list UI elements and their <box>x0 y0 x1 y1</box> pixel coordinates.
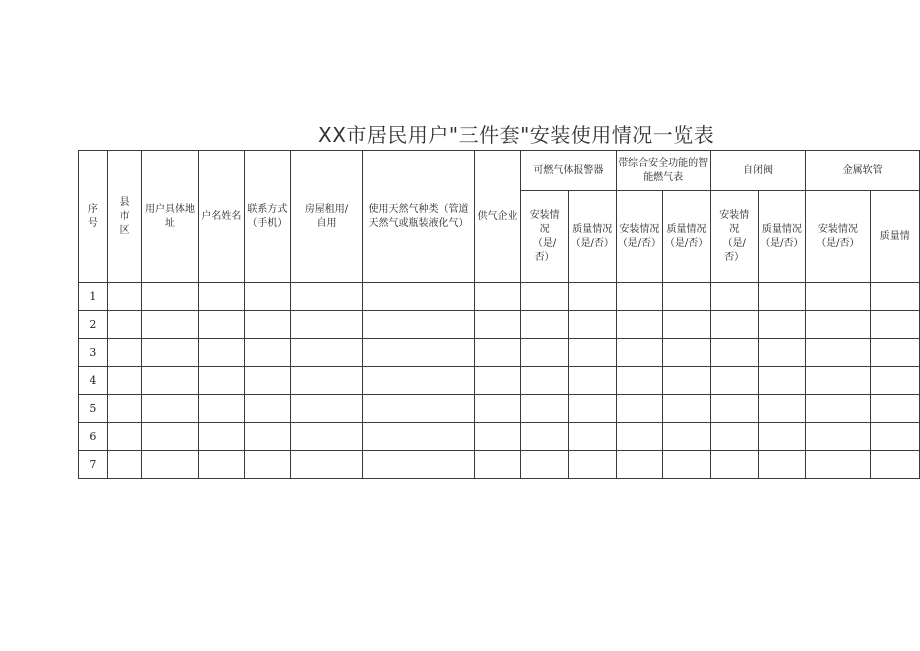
table-cell[interactable] <box>142 311 198 339</box>
table-cell[interactable] <box>663 423 711 451</box>
table-cell[interactable] <box>363 283 474 311</box>
table-cell[interactable] <box>363 423 474 451</box>
header-address: 用户具体地址 <box>142 151 198 283</box>
header-supplier: 供气企业 <box>474 151 520 283</box>
table-cell[interactable] <box>142 451 198 479</box>
header-quality-alarm: 质量情况（是/否） <box>568 191 616 283</box>
table-cell[interactable] <box>870 395 919 423</box>
header-contact: 联系方式（手机） <box>245 151 291 283</box>
table-cell[interactable] <box>107 367 142 395</box>
table-cell[interactable] <box>616 283 663 311</box>
header-valve: 自闭阀 <box>710 151 805 191</box>
table-cell[interactable] <box>758 339 806 367</box>
table-cell[interactable] <box>245 423 291 451</box>
table-cell[interactable] <box>107 395 142 423</box>
table-cell[interactable] <box>474 451 520 479</box>
table-cell[interactable] <box>568 423 616 451</box>
usage-table <box>78 150 920 479</box>
table-cell[interactable] <box>568 339 616 367</box>
table-cell[interactable] <box>521 451 569 479</box>
table-cell[interactable] <box>806 451 870 479</box>
table-cell[interactable] <box>710 395 758 423</box>
table-cell[interactable] <box>198 283 244 311</box>
table-cell[interactable] <box>663 367 711 395</box>
table-cell[interactable] <box>521 367 569 395</box>
table-cell[interactable] <box>806 339 870 367</box>
header-install-alarm: 安装情况（是/否） <box>521 191 569 283</box>
table-cell[interactable] <box>568 395 616 423</box>
table-cell[interactable] <box>107 423 142 451</box>
table-cell[interactable] <box>806 395 870 423</box>
table-cell[interactable] <box>870 451 919 479</box>
table-cell[interactable] <box>870 367 919 395</box>
table-cell[interactable] <box>616 451 663 479</box>
table-cell[interactable] <box>198 367 244 395</box>
table-cell[interactable] <box>290 367 363 395</box>
table-cell[interactable] <box>290 339 363 367</box>
header-quality-valve: 质量情况（是/否） <box>758 191 806 283</box>
table-row <box>79 311 920 339</box>
table-cell[interactable] <box>663 283 711 311</box>
table-cell[interactable] <box>568 283 616 311</box>
table-cell[interactable] <box>198 451 244 479</box>
table-cell[interactable] <box>245 367 291 395</box>
table-cell[interactable] <box>290 395 363 423</box>
table-cell[interactable] <box>107 339 142 367</box>
table-cell[interactable] <box>290 423 363 451</box>
row-number: 1 <box>79 283 108 311</box>
table-cell[interactable] <box>806 423 870 451</box>
table-cell[interactable] <box>568 367 616 395</box>
header-seq: 序号 <box>79 151 108 283</box>
table-cell[interactable] <box>142 339 198 367</box>
header-hose: 金属软管 <box>806 151 920 191</box>
table-cell[interactable] <box>758 311 806 339</box>
table-cell[interactable] <box>758 367 806 395</box>
row-number: 3 <box>79 339 108 367</box>
header-install-valve: 安装情况（是/否） <box>710 191 758 283</box>
table-cell[interactable] <box>474 311 520 339</box>
table-cell[interactable] <box>521 311 569 339</box>
table-cell[interactable] <box>290 311 363 339</box>
table-cell[interactable] <box>245 339 291 367</box>
header-gas-type: 使用天然气种类（管道天然气或瓶装液化气） <box>363 151 474 283</box>
header-meter: 带综合安全功能的智能燃气表 <box>616 151 710 191</box>
table-cell[interactable] <box>290 283 363 311</box>
table-cell[interactable] <box>758 423 806 451</box>
table-cell[interactable] <box>616 339 663 367</box>
row-number: 6 <box>79 423 108 451</box>
table-cell[interactable] <box>363 311 474 339</box>
table-cell[interactable] <box>107 283 142 311</box>
table-cell[interactable] <box>198 423 244 451</box>
table-cell[interactable] <box>107 451 142 479</box>
table-cell[interactable] <box>142 367 198 395</box>
table-cell[interactable] <box>521 283 569 311</box>
table-cell[interactable] <box>142 395 198 423</box>
row-number: 7 <box>79 451 108 479</box>
table-cell[interactable] <box>870 339 919 367</box>
table-cell[interactable] <box>710 423 758 451</box>
table-cell[interactable] <box>758 395 806 423</box>
table-cell[interactable] <box>198 395 244 423</box>
table-cell[interactable] <box>363 451 474 479</box>
row-number: 2 <box>79 311 108 339</box>
header-install-hose: 安装情况（是/否） <box>806 191 870 283</box>
table-cell[interactable] <box>806 367 870 395</box>
table-cell[interactable] <box>245 395 291 423</box>
table-cell[interactable] <box>363 395 474 423</box>
header-quality-meter: 质量情况（是/否） <box>663 191 711 283</box>
table-row <box>79 339 920 367</box>
table-cell[interactable] <box>710 339 758 367</box>
table-cell[interactable] <box>758 451 806 479</box>
table-cell[interactable] <box>806 311 870 339</box>
table-cell[interactable] <box>870 283 919 311</box>
table-cell[interactable] <box>198 339 244 367</box>
table-cell[interactable] <box>710 311 758 339</box>
table-cell[interactable] <box>474 395 520 423</box>
table-cell[interactable] <box>870 311 919 339</box>
table-cell[interactable] <box>870 423 919 451</box>
table-cell[interactable] <box>663 339 711 367</box>
table-cell[interactable] <box>245 283 291 311</box>
table-cell[interactable] <box>568 311 616 339</box>
table-cell[interactable] <box>142 283 198 311</box>
table-cell[interactable] <box>663 311 711 339</box>
header-housing: 房屋租用/自用 <box>290 151 363 283</box>
table-row <box>79 423 920 451</box>
table-cell[interactable] <box>107 311 142 339</box>
table-cell[interactable] <box>663 451 711 479</box>
row-number: 5 <box>79 395 108 423</box>
table-cell[interactable] <box>616 367 663 395</box>
table-cell[interactable] <box>142 423 198 451</box>
table-cell[interactable] <box>521 395 569 423</box>
header-install-meter: 安装情况（是/否） <box>616 191 663 283</box>
page-title: XX市居民用户"三件套"安装使用情况一览表 <box>318 123 715 147</box>
table-cell[interactable] <box>474 283 520 311</box>
table-cell[interactable] <box>758 283 806 311</box>
table-row <box>79 395 920 423</box>
table-cell[interactable] <box>710 283 758 311</box>
table-cell[interactable] <box>521 339 569 367</box>
header-name: 户名姓名 <box>198 151 244 283</box>
table-cell[interactable] <box>616 395 663 423</box>
table-row <box>79 451 920 479</box>
table-cell[interactable] <box>710 367 758 395</box>
table-cell[interactable] <box>568 451 616 479</box>
table-cell[interactable] <box>474 423 520 451</box>
table-cell[interactable] <box>245 451 291 479</box>
table-cell[interactable] <box>616 423 663 451</box>
table-cell[interactable] <box>710 451 758 479</box>
header-alarm: 可燃气体报警器 <box>521 151 616 191</box>
table-cell[interactable] <box>245 311 291 339</box>
table-cell[interactable] <box>616 311 663 339</box>
table-row <box>79 367 920 395</box>
table-cell[interactable] <box>198 311 244 339</box>
header-quality-hose: 质量情 <box>870 191 919 283</box>
table-cell[interactable] <box>474 367 520 395</box>
table-cell[interactable] <box>363 339 474 367</box>
table-cell[interactable] <box>521 423 569 451</box>
table-row <box>79 283 920 311</box>
table-cell[interactable] <box>806 283 870 311</box>
header-county: 县市区 <box>107 151 142 283</box>
row-number: 4 <box>79 367 108 395</box>
table-cell[interactable] <box>290 451 363 479</box>
table-cell[interactable] <box>663 395 711 423</box>
table-cell[interactable] <box>474 339 520 367</box>
table-cell[interactable] <box>363 367 474 395</box>
